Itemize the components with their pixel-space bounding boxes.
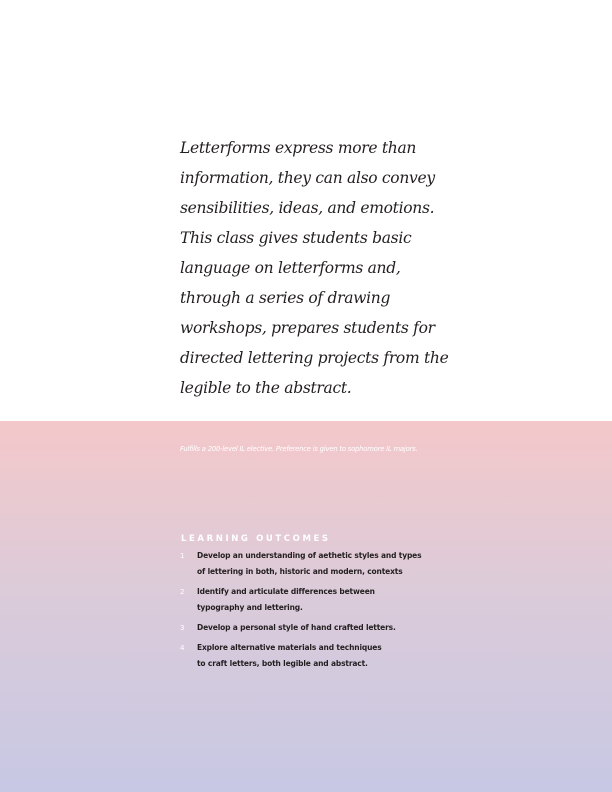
outcome-text bbox=[197, 548, 440, 580]
intro-line: directed lettering projects from the bbox=[180, 349, 449, 367]
intro-line: information, they can also convey bbox=[180, 169, 435, 187]
outcome-number: 3 bbox=[180, 624, 185, 632]
outcome-line: of lettering in both, historic and modern, contexts bbox=[197, 567, 403, 576]
outcome-line: to craft letters, both legible and abstract. bbox=[197, 659, 368, 668]
outcomes-list bbox=[180, 548, 440, 676]
intro-line: through a series of drawing bbox=[180, 289, 391, 307]
intro-line: legible to the abstract. bbox=[180, 379, 352, 397]
outcome-line: Develop a personal style of hand crafted letters. bbox=[197, 623, 396, 632]
outcome-item bbox=[180, 620, 440, 636]
outcome-text bbox=[197, 640, 440, 672]
outcome-line: Explore alternative materials and techniques bbox=[197, 643, 382, 652]
intro-line: sensibilities, ideas, and emotions. bbox=[180, 199, 435, 217]
outcome-item bbox=[180, 584, 440, 616]
intro-line: language on letterforms and, bbox=[180, 259, 401, 277]
outcome-number: 4 bbox=[180, 644, 185, 652]
outcome-number: 1 bbox=[180, 552, 185, 560]
fulfills-note: Fulfills a 200-level IL elective. Preference is given to sophomore IL majors. bbox=[180, 445, 418, 453]
intro-line: workshops, prepares students for bbox=[180, 319, 435, 337]
outcome-text bbox=[197, 584, 440, 616]
outcome-item bbox=[180, 548, 440, 580]
intro-line: Letterforms express more than bbox=[180, 139, 417, 157]
outcome-line: Identify and articulate differences between bbox=[197, 587, 375, 596]
intro-line: This class gives students basic bbox=[180, 229, 412, 247]
outcome-line: Develop an understanding of aethetic styles and types bbox=[197, 551, 422, 560]
outcome-line: typography and lettering. bbox=[197, 603, 303, 612]
outcome-number: 2 bbox=[180, 588, 185, 596]
outcomes-heading: LEARNING OUTCOMES bbox=[181, 534, 331, 544]
outcome-item bbox=[180, 640, 440, 672]
outcome-text bbox=[197, 620, 440, 636]
intro-paragraph bbox=[180, 133, 449, 403]
